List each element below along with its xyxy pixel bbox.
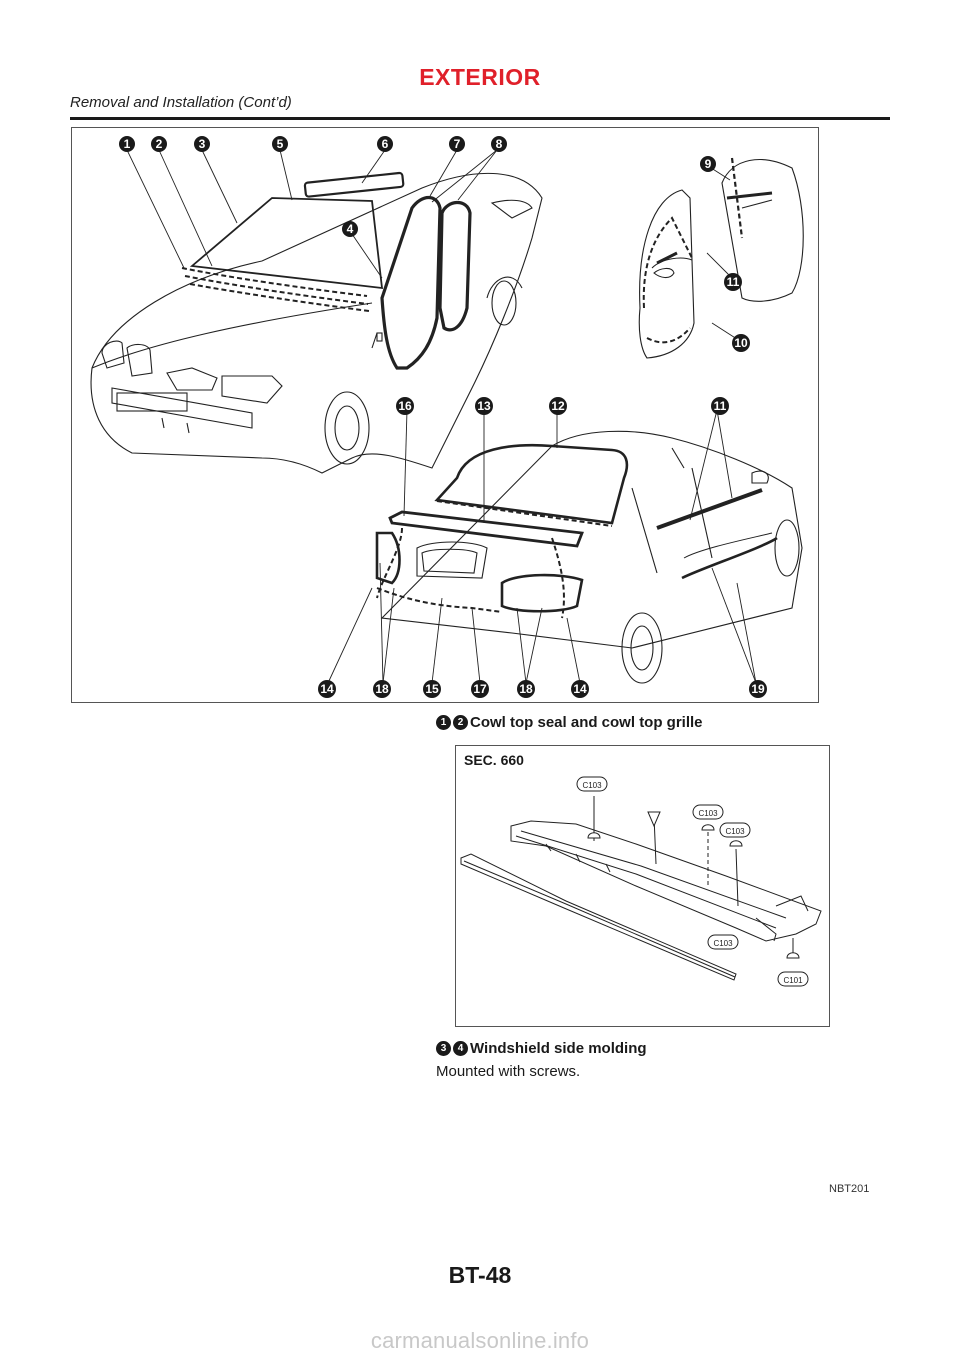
callout-1 xyxy=(119,136,135,152)
svg-text:7: 7 xyxy=(453,137,461,151)
watermark: carmanualsonline.info xyxy=(370,1328,590,1353)
callout-8 xyxy=(491,136,507,152)
svg-text:19: 19 xyxy=(751,682,765,696)
page-number: BT-48 xyxy=(448,1262,512,1288)
callout-14-left xyxy=(318,680,336,698)
doors-illustration xyxy=(639,158,803,358)
svg-text:6: 6 xyxy=(381,137,389,151)
svg-text:16: 16 xyxy=(398,399,412,413)
callout-15 xyxy=(423,680,441,698)
section-title: Cowl top seal and cowl top grille xyxy=(470,714,703,731)
section-number-label: SEC. 660 xyxy=(464,752,524,768)
svg-text:15: 15 xyxy=(425,682,439,696)
clip-label: C103 xyxy=(713,939,733,948)
callout-7 xyxy=(449,136,465,152)
callout-17 xyxy=(471,680,489,698)
callout-10 xyxy=(732,334,750,352)
clip-label: C103 xyxy=(698,809,718,818)
callout-18-right xyxy=(517,680,535,698)
svg-text:14: 14 xyxy=(320,682,334,696)
callout-11-rear xyxy=(711,397,729,415)
svg-text:1: 1 xyxy=(123,137,131,151)
svg-text:18: 18 xyxy=(375,682,389,696)
callout-3 xyxy=(194,136,210,152)
page-title: EXTERIOR xyxy=(419,64,541,90)
exterior-parts-diagram xyxy=(71,127,819,703)
cowl-top-diagram xyxy=(455,745,830,1027)
callout-5 xyxy=(272,136,288,152)
svg-text:13: 13 xyxy=(477,399,491,413)
svg-text:18: 18 xyxy=(519,682,533,696)
callout-12 xyxy=(549,397,567,415)
svg-text:17: 17 xyxy=(473,682,487,696)
item-number-badge: 3 xyxy=(436,1041,451,1056)
callout-13 xyxy=(475,397,493,415)
clip-label: C103 xyxy=(725,827,745,836)
rear-car-illustration xyxy=(377,431,802,683)
svg-text:4: 4 xyxy=(346,222,354,236)
header-rule xyxy=(70,117,890,120)
callout-19 xyxy=(749,680,767,698)
svg-text:2: 2 xyxy=(155,137,163,151)
svg-text:5: 5 xyxy=(276,137,284,151)
figure-code: NBT201 xyxy=(829,1183,870,1195)
svg-text:8: 8 xyxy=(495,137,503,151)
callout-9 xyxy=(700,156,716,172)
svg-text:3: 3 xyxy=(198,137,206,151)
svg-text:12: 12 xyxy=(551,399,565,413)
item-number-badge: 4 xyxy=(453,1041,468,1056)
page-subtitle: Removal and Installation (Cont’d) xyxy=(70,94,292,111)
section-heading-cowl xyxy=(436,714,703,731)
svg-text:9: 9 xyxy=(704,157,712,171)
section-body-text: Mounted with screws. xyxy=(436,1063,581,1080)
callout-14-right xyxy=(571,680,589,698)
callout-6 xyxy=(377,136,393,152)
svg-text:10: 10 xyxy=(734,336,748,350)
svg-text:14: 14 xyxy=(573,682,587,696)
callout-2 xyxy=(151,136,167,152)
callout-18-left xyxy=(373,680,391,698)
item-number-badge: 2 xyxy=(453,715,468,730)
callout-11-door xyxy=(724,273,742,291)
svg-text:11: 11 xyxy=(713,399,727,413)
clip-label: C101 xyxy=(783,976,803,985)
section-heading-windshield xyxy=(436,1040,647,1057)
callout-16 xyxy=(396,397,414,415)
front-car-illustration xyxy=(91,173,542,473)
item-number-badge: 1 xyxy=(436,715,451,730)
section-title: Windshield side molding xyxy=(470,1040,647,1057)
svg-text:11: 11 xyxy=(726,275,740,289)
clip-label: C103 xyxy=(582,781,602,790)
callout-4 xyxy=(342,221,358,237)
